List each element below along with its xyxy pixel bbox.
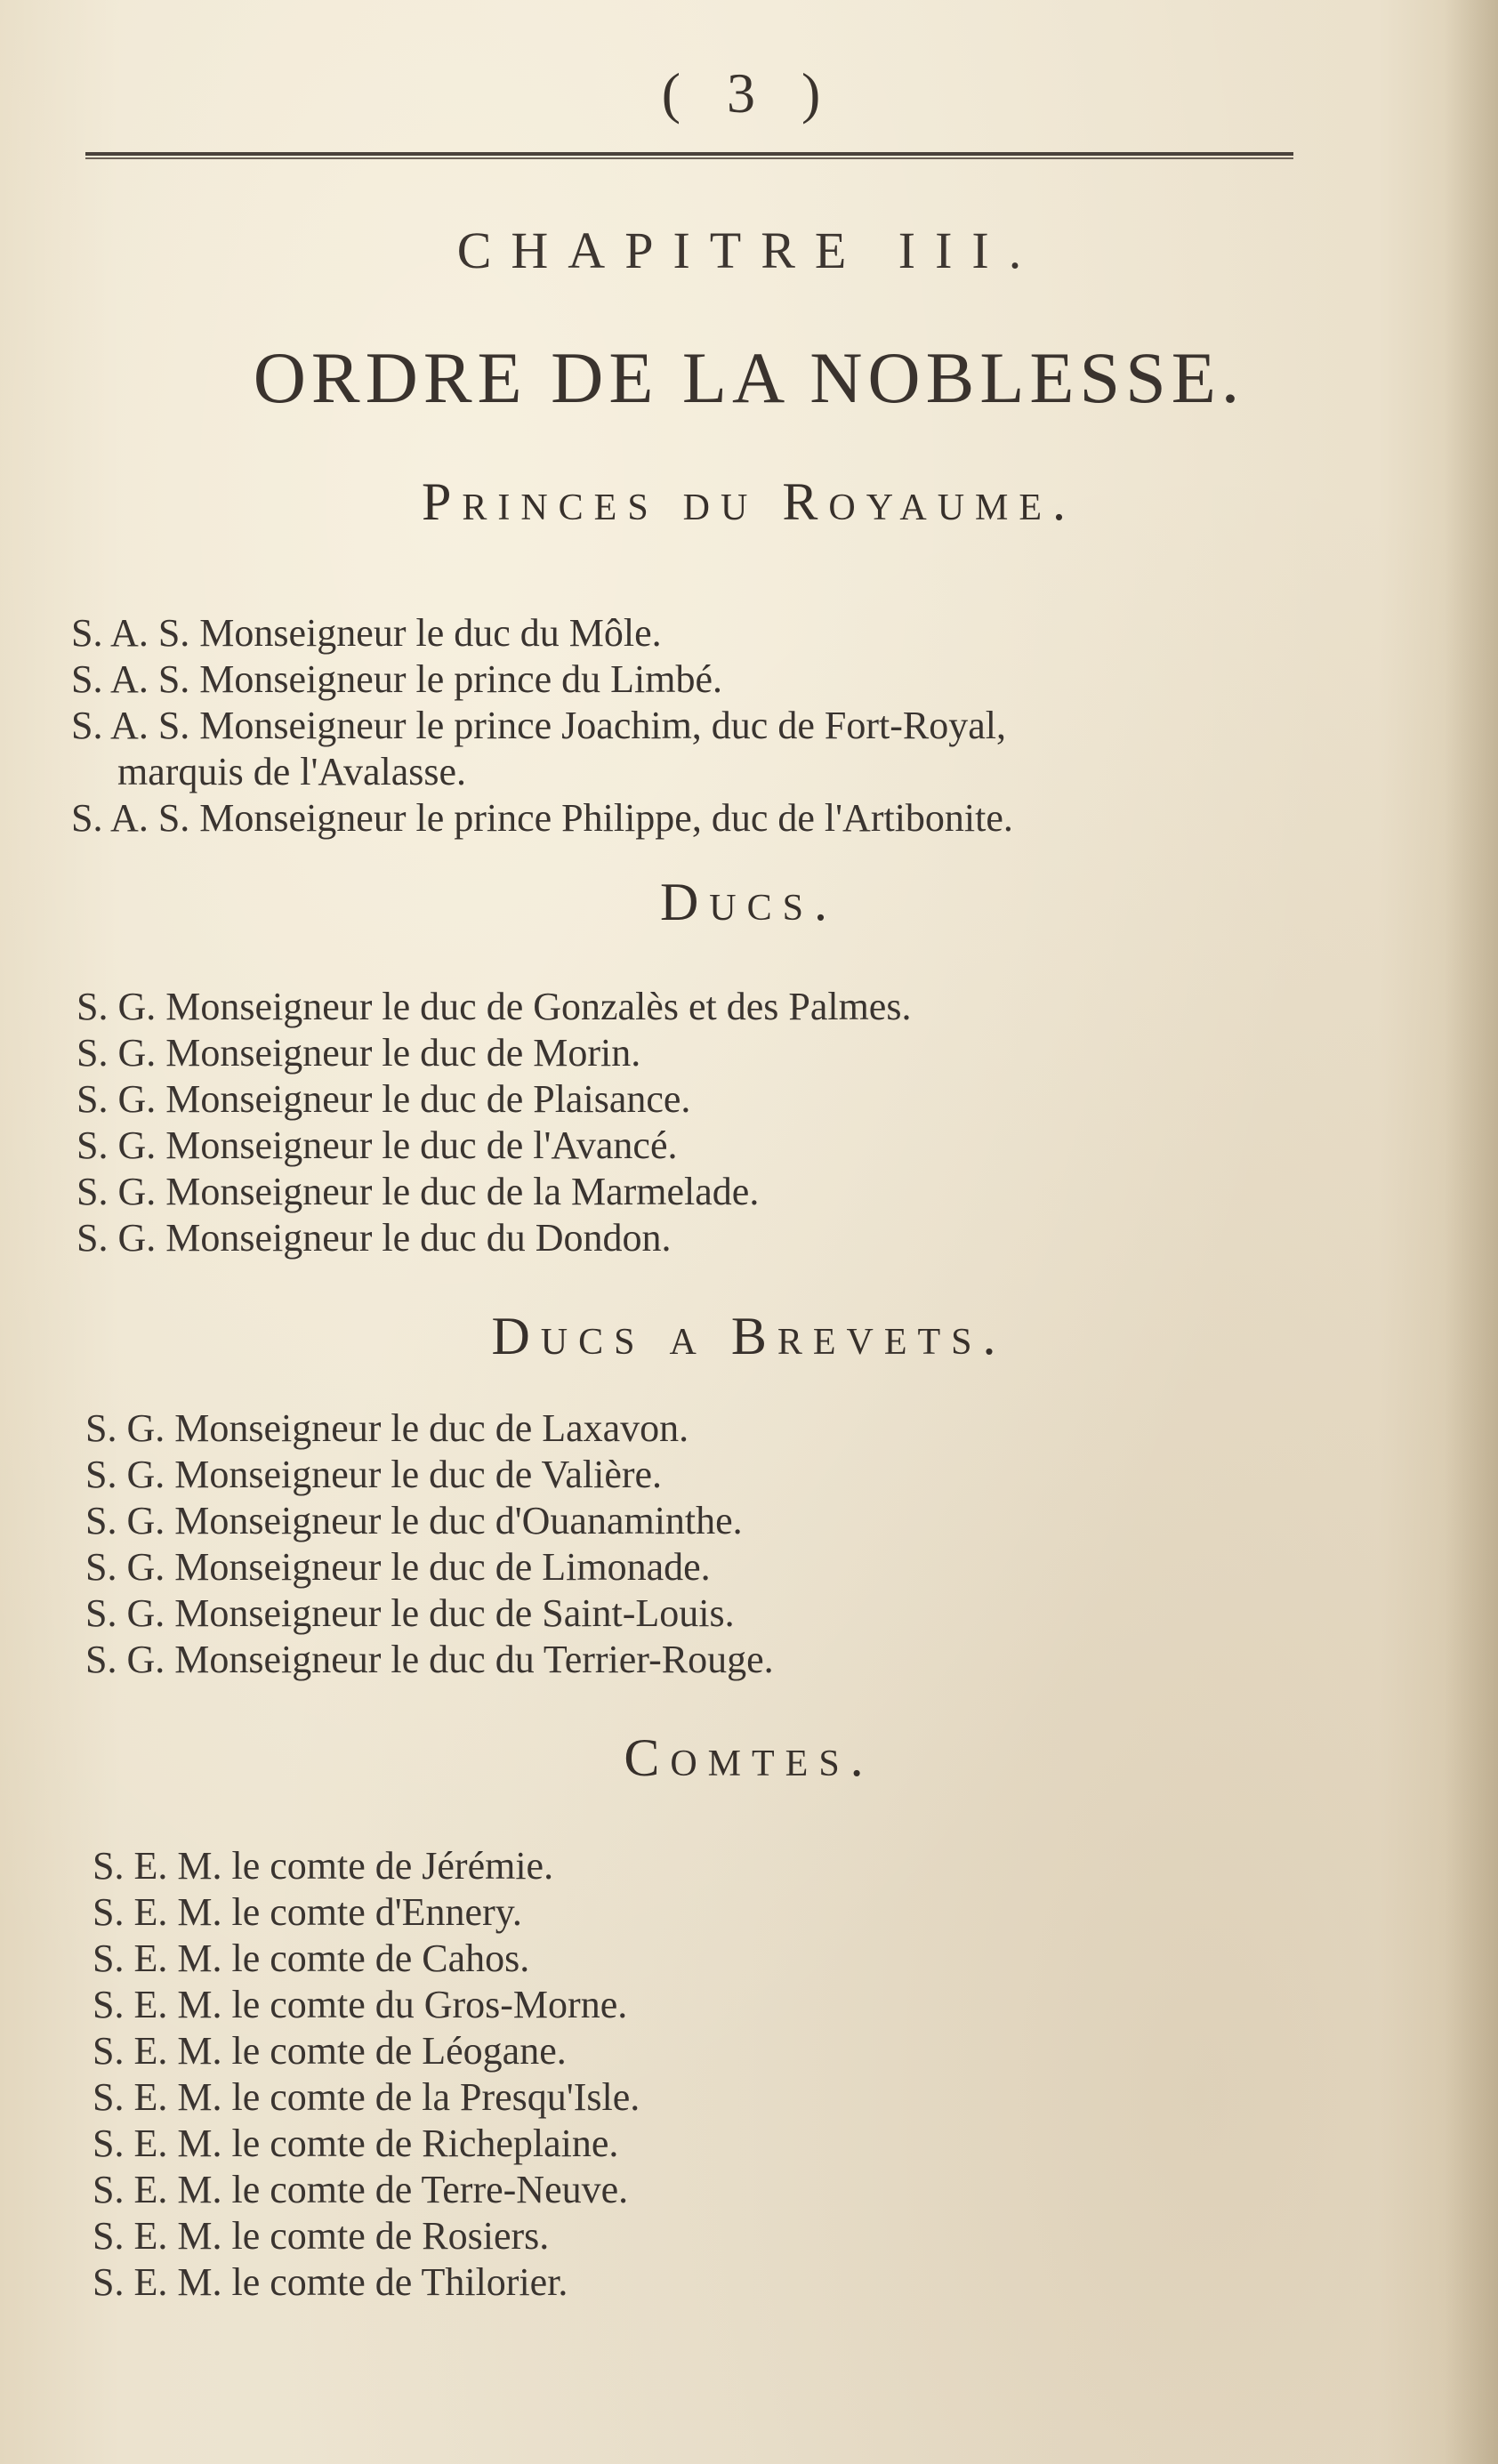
comtes-line: S. E. M. le comte de Jérémie. — [93, 1844, 554, 1888]
ducs-line: S. G. Monseigneur le duc de l'Avancé. — [77, 1123, 678, 1167]
ducs-brevets-line: S. G. Monseigneur le duc du Terrier-Rouge. — [85, 1638, 774, 1681]
page-title: ORDRE DE LA NOBLESSE. — [253, 337, 1245, 418]
section-ducs — [0, 984, 1498, 1261]
princes-line: S. A. S. Monseigneur le prince Philippe, duc de l'Artibonite. — [71, 796, 1013, 840]
section-heading-ducs-a-brevets: Ducs a Brevets. — [491, 1307, 1007, 1365]
princes-line: marquis de l'Avalasse. — [117, 750, 467, 793]
ducs-line: S. G. Monseigneur le duc du Dondon. — [77, 1216, 672, 1260]
comtes-line: S. E. M. le comte de la Presqu'Isle. — [93, 2075, 640, 2119]
princes-line: S. A. S. Monseigneur le prince Joachim, duc de Fort-Royal, — [71, 704, 1006, 747]
section-princes — [0, 610, 1498, 841]
header-rule — [85, 149, 1293, 162]
ducs-line: S. G. Monseigneur le duc de la Marmelade. — [77, 1170, 760, 1213]
comtes-line: S. E. M. le comte de Thilorier. — [93, 2260, 568, 2304]
comtes-line: S. E. M. le comte de Richeplaine. — [93, 2122, 619, 2165]
comtes-line: S. E. M. le comte d'Ennery. — [93, 1890, 522, 1934]
section-comtes — [0, 1843, 1498, 2306]
ducs-line: S. G. Monseigneur le duc de Plaisance. — [77, 1077, 691, 1121]
comtes-line: S. E. M. le comte de Rosiers. — [93, 2214, 550, 2258]
ducs-brevets-line: S. G. Monseigneur le duc de Limonade. — [85, 1545, 711, 1589]
chapter-heading: CHAPITRE III. — [456, 221, 1042, 279]
ducs-brevets-line: S. G. Monseigneur le duc de Valière. — [85, 1453, 663, 1496]
section-heading-comtes: Comtes. — [624, 1728, 874, 1787]
princes-line: S. A. S. Monseigneur le prince du Limbé. — [71, 657, 723, 701]
comtes-line: S. E. M. le comte de Léogane. — [93, 2029, 567, 2073]
ducs-brevets-line: S. G. Monseigneur le duc de Saint-Louis. — [85, 1591, 735, 1635]
page-number: ( 3 ) — [661, 61, 837, 125]
section-heading-ducs: Ducs. — [659, 873, 839, 931]
ducs-brevets-line: S. G. Monseigneur le duc de Laxavon. — [85, 1406, 689, 1450]
princes-line: S. A. S. Monseigneur le duc du Môle. — [71, 611, 662, 655]
comtes-line: S. E. M. le comte de Terre-Neuve. — [93, 2168, 629, 2211]
comtes-line: S. E. M. le comte du Gros-Morne. — [93, 1983, 628, 2026]
comtes-line: S. E. M. le comte de Cahos. — [93, 1937, 530, 1980]
ducs-line: S. G. Monseigneur le duc de Morin. — [77, 1031, 641, 1075]
ducs-line: S. G. Monseigneur le duc de Gonzalès et des Palmes. — [77, 985, 912, 1028]
section-heading-princes: Princes du Royaume. — [421, 472, 1077, 531]
section-ducs-a-brevets — [0, 1405, 1498, 1683]
ducs-brevets-line: S. G. Monseigneur le duc d'Ouanaminthe. — [85, 1499, 743, 1542]
